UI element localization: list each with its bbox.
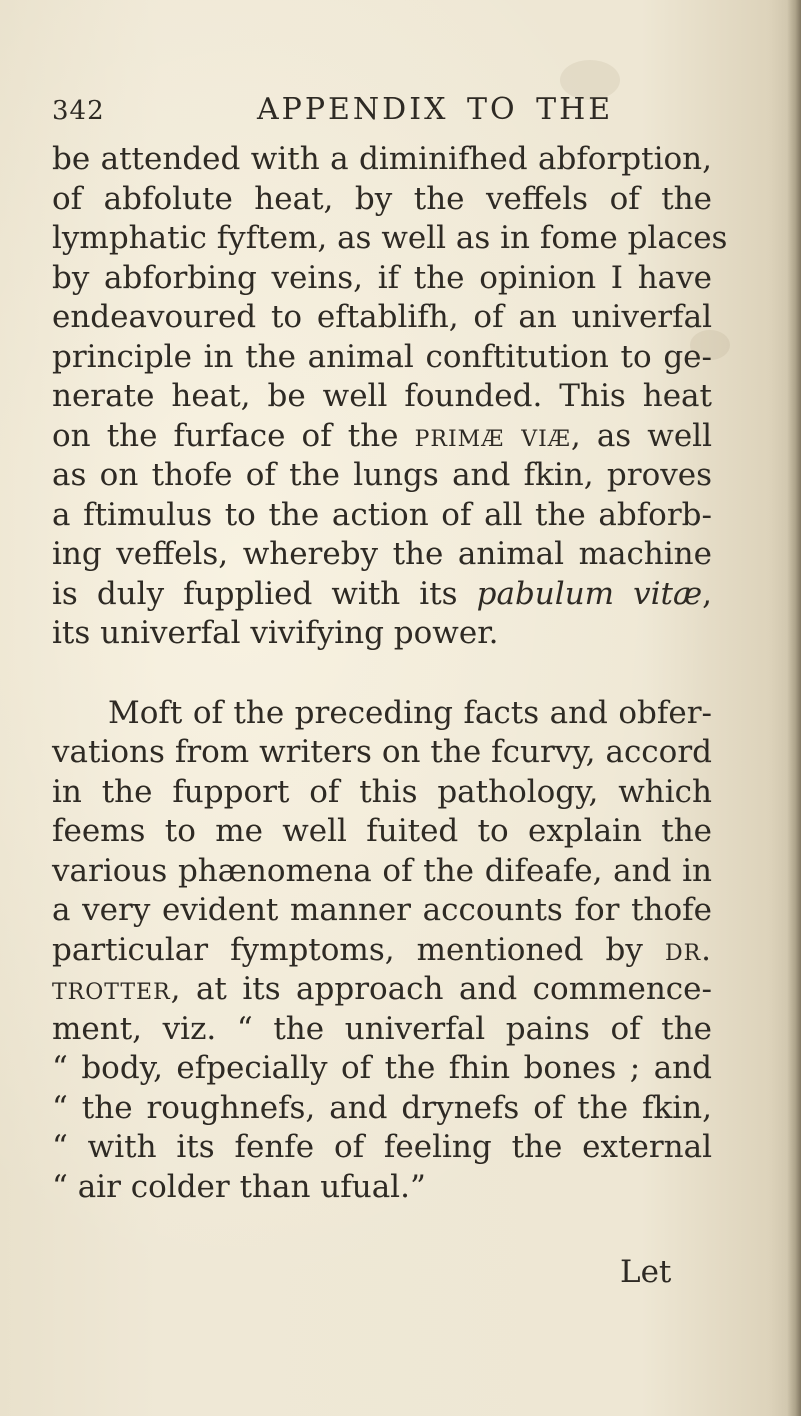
text-line: vations from writers on the fcurvy, accord	[52, 734, 712, 770]
paragraph-2	[52, 694, 712, 1208]
running-head: APPENDIX TO THE	[257, 92, 614, 127]
text-line: “ air colder than ufual.”	[52, 1168, 426, 1205]
text-line: ment, viz. “ the univerfal pains of the	[52, 1010, 712, 1047]
page-edge-shadow	[787, 0, 801, 1416]
text-line: feems to me well fuited to explain the	[52, 813, 712, 849]
text-line: a ftimulus to the action of all the abforb-	[52, 496, 712, 533]
text-line: be attended with a diminifhed abforption,	[52, 141, 712, 177]
smallcaps-phrase: trotter	[52, 971, 171, 1007]
text-line: a very evident manner accounts for thofe	[52, 892, 712, 928]
text-line: Moft of the preceding facts and obfer-	[108, 694, 712, 731]
text-line: of abfolute heat, by the veffels of the	[52, 180, 712, 217]
page-number: 342	[52, 96, 105, 126]
text-line: trotter, at its approach and commence-	[52, 971, 712, 1007]
smallcaps-phrase: primæ viæ	[414, 417, 571, 454]
text-line: ing veffels, whereby the animal machine	[52, 536, 712, 572]
smallcaps-phrase: dr.	[664, 931, 712, 968]
text-line: by abforbing veins, if the opinion I have	[52, 259, 712, 296]
body-text	[52, 140, 728, 1207]
page-header	[52, 92, 752, 136]
text-line: various phænomena of the difeafe, and in	[52, 852, 712, 889]
text-line: as on thofe of the lungs and fkin, proves	[52, 457, 712, 493]
text-line: “ body, efpecially of the fhin bones ; and	[52, 1050, 712, 1086]
text-line: its univerfal vivifying power.	[52, 615, 499, 651]
catchword: Let	[620, 1254, 672, 1290]
paragraph-1	[52, 140, 728, 654]
text-line: nerate heat, be well founded. This heat	[52, 378, 712, 414]
text-line: endeavoured to eftablifh, of an univerfal	[52, 299, 712, 335]
italic-phrase: pabulum vitæ	[476, 575, 703, 612]
text-line: on the furface of the primæ viæ, as well	[52, 417, 712, 454]
text-line: is duly fupplied with its pabulum vitæ,	[52, 575, 712, 612]
paragraph-gap	[52, 654, 712, 694]
text-line: “ the roughnefs, and drynefs of the fkin,	[52, 1089, 712, 1126]
text-line: particular fymptoms, mentioned by dr.	[52, 931, 712, 968]
text-line: lymphatic fyftem, as well as in fome places	[52, 220, 728, 256]
text-line: in the fupport of this pathology, which	[52, 773, 712, 810]
text-line: “ with its fenfe of feeling the external	[52, 1129, 712, 1165]
text-line: principle in the animal conftitution to ge-	[52, 338, 712, 375]
